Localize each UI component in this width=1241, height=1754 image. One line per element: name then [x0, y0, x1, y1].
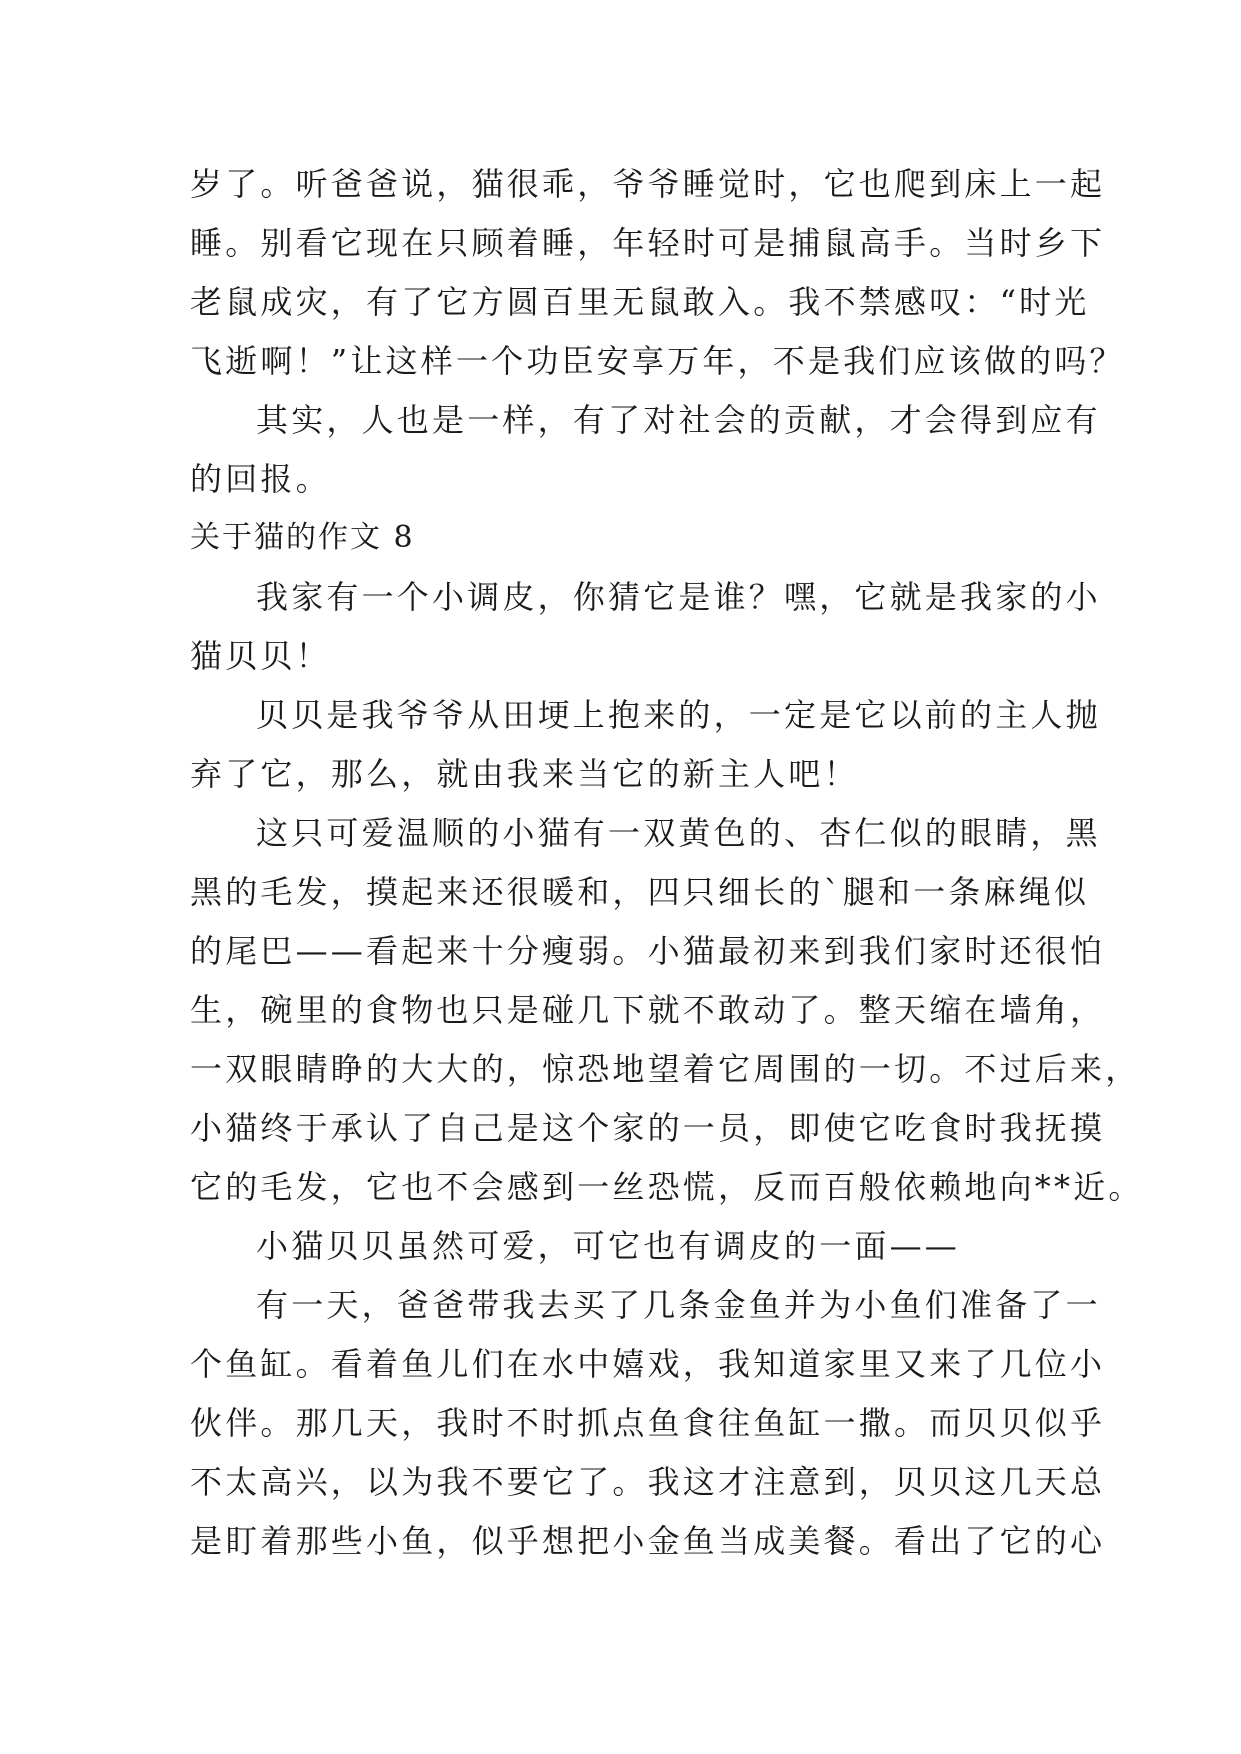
- text-line: 的回报。: [190, 460, 331, 498]
- text-line: 弃了它，那么，就由我来当它的新主人吧！: [190, 755, 859, 793]
- text-line: 伙伴。那几天，我时不时抓点鱼食往鱼缸一撒。而贝贝似乎: [190, 1404, 1106, 1442]
- text-line: 飞逝啊！”让这样一个功臣安享万年，不是我们应该做的吗？: [190, 342, 1125, 380]
- text-line: 我家有一个小调皮，你猜它是谁？嘿，它就是我家的小: [256, 578, 1101, 616]
- text-line: 生，碗里的食物也只是碰几下就不敢动了。整天缩在墙角，: [190, 991, 1106, 1029]
- text-line: 它的毛发，它也不会感到一丝恐慌，反而百般依赖地向**近。: [190, 1168, 1144, 1206]
- text-line: 小猫终于承认了自己是这个家的一员，即使它吃食时我抚摸: [190, 1109, 1106, 1147]
- text-line: 贝贝是我爷爷从田埂上抱来的，一定是它以前的主人抛: [256, 696, 1101, 734]
- text-line: 岁了。听爸爸说，猫很乖，爷爷睡觉时，它也爬到床上一起: [190, 165, 1106, 203]
- text-line: 老鼠成灾，有了它方圆百里无鼠敢入。我不禁感叹：“时光: [190, 283, 1090, 321]
- text-line: 的尾巴——看起来十分瘦弱。小猫最初来到我们家时还很怕: [190, 932, 1106, 970]
- text-line: 黑的毛发，摸起来还很暖和，四只细长的`腿和一条麻绳似: [190, 873, 1090, 911]
- text-line: 小猫贝贝虽然可爱，可它也有调皮的一面——: [256, 1227, 961, 1265]
- text-line: 不太高兴，以为我不要它了。我这才注意到，贝贝这几天总: [190, 1463, 1106, 1501]
- section-heading: 关于猫的作文 8: [190, 520, 415, 555]
- text-line: 其实，人也是一样，有了对社会的贡献，才会得到应有: [256, 401, 1101, 439]
- text-line: 是盯着那些小鱼，似乎想把小金鱼当成美餐。看出了它的心: [190, 1522, 1106, 1560]
- text-line: 猫贝贝！: [190, 637, 331, 675]
- text-line: 一双眼睛睁的大大的，惊恐地望着它周围的一切。不过后来，: [190, 1050, 1141, 1088]
- text-line: 这只可爱温顺的小猫有一双黄色的、杏仁似的眼睛，黑: [256, 814, 1101, 852]
- text-line: 有一天，爸爸带我去买了几条金鱼并为小鱼们准备了一: [256, 1286, 1101, 1324]
- text-line: 睡。别看它现在只顾着睡，年轻时可是捕鼠高手。当时乡下: [190, 224, 1106, 262]
- text-line: 个鱼缸。看着鱼儿们在水中嬉戏，我知道家里又来了几位小: [190, 1345, 1106, 1383]
